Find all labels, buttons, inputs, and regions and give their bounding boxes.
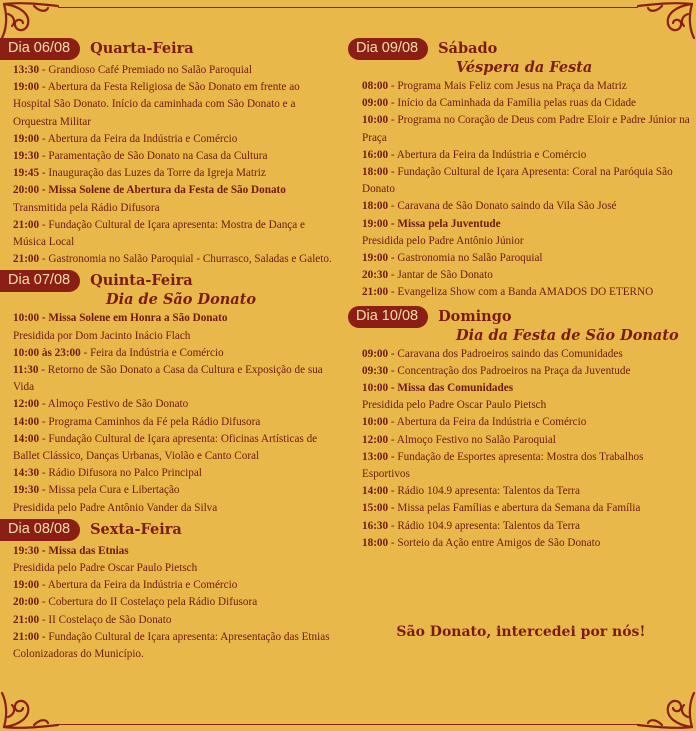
event-description: - Fundação Cultural de Içara apresenta: Oficinas Artísticas de Ballet Clássico, Danças Urbanas, Violão e Canto Coral	[13, 432, 318, 463]
event-description: - Abertura da Feira da Indústria e Comércio	[39, 579, 238, 592]
event-description: - Fundação de Esportes apresenta: Mostra dos Trabalhos Esportivos	[362, 450, 644, 481]
event-item	[0, 217, 340, 251]
event-item	[348, 414, 694, 431]
event-item	[348, 233, 694, 250]
event-time: 14:00	[13, 432, 40, 445]
event-description: - II Costelaço de São Donato	[39, 613, 172, 626]
event-description: - Programa Mais Feliz com Jesus na Praça da Matriz	[388, 80, 627, 92]
event-description: - Caravana de São Donato saindo da Vila São José	[388, 200, 617, 213]
day-header	[348, 38, 694, 60]
event-item	[348, 198, 694, 215]
event-item	[0, 396, 340, 413]
event-time: 19:00	[13, 132, 40, 145]
event-item	[0, 362, 340, 396]
event-item	[0, 62, 340, 79]
event-item	[0, 310, 340, 327]
event-description: Presidida pelo Padre Oscar Paulo Pietsch	[13, 562, 198, 575]
event-description: - Fundação Cultural de Içara apresenta: Mostra de Dança e Música Local	[13, 218, 306, 249]
event-time: 14:30	[13, 467, 40, 480]
event-item	[348, 500, 694, 517]
event-time: 10:00	[362, 382, 389, 395]
bottom-rule	[58, 724, 638, 725]
event-item	[0, 543, 340, 560]
event-time: 19:00	[13, 81, 40, 94]
event-item	[348, 346, 694, 363]
event-time: 19:30	[13, 484, 40, 497]
event-description: - Missa pela Juventude	[388, 217, 501, 230]
event-description: - Grandioso Café Premiado no Salão Paroquial	[39, 64, 252, 76]
event-description: Presidida por Dom Jacinto Inácio Flach	[13, 329, 191, 342]
event-item	[348, 250, 694, 267]
event-description: - Abertura da Feira da Indústria e Comércio	[39, 132, 238, 145]
day-header	[0, 519, 340, 541]
event-description: - Almoço Festivo de São Donato	[39, 398, 189, 411]
event-item	[0, 500, 340, 517]
event-time: 10:00	[362, 416, 389, 429]
event-description: - Rádio 104.9 apresenta: Talentos da Terra	[388, 519, 580, 532]
event-time: 18:00	[362, 536, 389, 549]
day-section	[348, 306, 694, 552]
event-description: Presidida pelo Padre Antônio Vander da Silva	[13, 501, 218, 514]
event-item	[348, 449, 694, 483]
event-description: - Sorteio da Ação entre Amigos de São Donato	[388, 536, 601, 549]
event-time: 19:30	[13, 150, 40, 163]
day-subtitle: Dia da Festa de São Donato	[456, 326, 679, 344]
event-time: 10:00	[362, 114, 389, 127]
event-description: - Programa Caminhos da Fé pela Rádio Difusora	[39, 415, 261, 428]
event-item	[0, 200, 340, 217]
motto: São Donato, intercedei por nós!	[396, 624, 646, 640]
day-weekday: Quinta-Feira	[90, 272, 193, 290]
event-item	[348, 267, 694, 284]
event-description: - Missa pelas Famílias e abertura da Semana da Família	[388, 502, 641, 515]
event-time: 12:00	[362, 433, 389, 446]
event-description: - Abertura da Festa Religiosa de São Donato em frente ao Hospital São Donato. Início da caminhada com São Donato e a Orquestra Militar	[13, 81, 300, 128]
event-description: - Missa Solene de Abertura da Festa de São Donato	[39, 184, 286, 197]
event-description: - Gastronomia no Salão Paroquial	[388, 252, 543, 265]
event-time: 21:00	[13, 218, 40, 231]
event-item	[0, 612, 340, 629]
event-time: 10:00	[13, 312, 40, 325]
event-description: - Concentração dos Padroeiros na Praça da Juventude	[388, 364, 631, 377]
event-item	[348, 483, 694, 500]
day-subtitle: Dia de São Donato	[106, 291, 257, 309]
event-description: - Evangeliza Show com a Banda AMADOS DO ETERNO	[388, 286, 654, 299]
event-description: - Missa pela Cura e Libertação	[39, 484, 180, 497]
top-rule	[58, 7, 638, 8]
event-item	[0, 328, 340, 345]
event-time: 12:00	[13, 398, 40, 411]
event-item	[0, 165, 340, 182]
corner-flourish-icon	[0, 689, 62, 731]
event-time: 20:30	[362, 269, 389, 282]
event-description: Presidida pelo Padre Antônio Júnior	[362, 234, 524, 247]
event-description: - Fundação Cultural de Içara Apresenta: Coral na Paróquia São Donato	[362, 166, 673, 196]
event-item	[0, 560, 340, 577]
event-time: 09:00	[362, 347, 389, 360]
event-time: 14:00	[362, 485, 389, 498]
event-description: - Caravana dos Padroeiros saindo das Comunidades	[388, 347, 623, 360]
right-column	[348, 38, 694, 554]
event-item	[0, 465, 340, 482]
event-description: - Missa das Comunidades	[388, 382, 514, 395]
event-time: 19:00	[362, 252, 389, 265]
event-time: 19:00	[362, 217, 389, 230]
event-time: 18:00	[362, 200, 389, 213]
day-weekday: Sexta-Feira	[90, 520, 182, 538]
corner-flourish-icon	[634, 689, 696, 731]
corner-flourish-icon	[0, 0, 62, 42]
day-header	[0, 38, 340, 60]
event-item	[348, 95, 694, 112]
event-time: 13:30	[13, 64, 40, 76]
event-time: 09:00	[362, 97, 389, 110]
event-description: - Cobertura do II Costelaço pela Rádio Difusora	[39, 596, 258, 609]
event-item	[0, 79, 340, 131]
event-item	[348, 147, 694, 164]
event-time: 21:00	[13, 613, 40, 626]
event-description: - Inauguração das Luzes da Torre da Igreja Matriz	[39, 167, 266, 180]
event-time: 21:00	[362, 286, 389, 299]
day-section	[0, 519, 340, 663]
event-time: 16:30	[362, 519, 389, 532]
event-item	[348, 284, 694, 301]
event-description: Presidida pelo Padre Oscar Paulo Pietsch	[362, 399, 547, 412]
event-description: - Abertura da Feira da Indústria e Comércio	[388, 148, 587, 161]
event-description: - Programa no Coração de Deus com Padre Eloir e Padre Júnior na Praça	[362, 114, 690, 144]
event-description: - Início da Caminhada da Família pelas ruas da Cidade	[388, 97, 637, 110]
event-description: - Feira da Indústria e Comércio	[80, 346, 224, 359]
event-item	[348, 380, 694, 397]
event-item	[0, 482, 340, 499]
day-header	[348, 306, 694, 328]
day-date-badge: Dia 09/08	[348, 38, 428, 60]
event-item	[0, 431, 340, 465]
day-date-badge: Dia 07/08	[0, 270, 80, 292]
event-item	[0, 345, 340, 362]
corner-flourish-icon	[634, 0, 696, 42]
left-column	[0, 38, 340, 665]
event-item	[348, 112, 694, 146]
event-time: 18:00	[362, 166, 389, 179]
event-time: 15:00	[362, 502, 389, 515]
event-description: - Paramentação de São Donato na Casa da Cultura	[39, 150, 268, 163]
day-date-badge: Dia 08/08	[0, 519, 80, 541]
event-item	[348, 535, 694, 552]
event-item	[0, 629, 340, 663]
event-time: 09:30	[362, 364, 389, 377]
event-time: 21:00	[13, 253, 40, 266]
day-date-badge: Dia 10/08	[348, 306, 428, 328]
event-description: - Retorno de São Donato a Casa da Cultura e Exposição de sua Vida	[13, 364, 323, 394]
event-item	[348, 164, 694, 198]
event-item	[348, 432, 694, 449]
event-item	[348, 518, 694, 535]
event-description: - Almoço Festivo no Salão Paroquial	[388, 433, 556, 446]
event-description: - Rádio 104.9 apresenta: Talentos da Terra	[388, 485, 580, 498]
event-item	[0, 577, 340, 594]
event-time: 10:00 às 23:00	[13, 346, 81, 359]
event-time: 13:00	[362, 450, 389, 463]
event-item	[0, 251, 340, 268]
event-description: - Rádio Difusora no Palco Principal	[39, 467, 202, 480]
event-description: - Missa das Etnias	[39, 544, 129, 557]
event-description: - Jantar de São Donato	[388, 269, 493, 282]
day-subtitle: Véspera da Festa	[456, 59, 593, 76]
event-description: - Fundação Cultural de Içara apresenta: Apresentação das Etnias Colonizadoras do Município.	[13, 630, 330, 661]
event-item	[348, 363, 694, 380]
day-header	[0, 270, 340, 292]
day-section	[0, 270, 340, 516]
event-description: - Missa Solene em Honra a São Donato	[39, 312, 228, 325]
day-weekday: Sábado	[438, 40, 498, 57]
event-time: 21:00	[13, 630, 40, 643]
event-item	[0, 182, 340, 199]
event-item	[0, 148, 340, 165]
event-time: 08:00	[362, 80, 389, 92]
event-item	[348, 216, 694, 233]
event-item	[348, 397, 694, 414]
day-section	[0, 38, 340, 268]
event-time: 11:30	[13, 364, 39, 377]
day-section	[348, 38, 694, 302]
day-weekday: Quarta-Feira	[90, 40, 194, 57]
day-weekday: Domingo	[438, 307, 512, 325]
event-time: 16:00	[362, 148, 389, 161]
day-date-badge: Dia 06/08	[0, 38, 80, 60]
event-time: 19:30	[13, 544, 40, 557]
event-description: - Abertura da Feira da Indústria e Comércio	[388, 416, 587, 429]
event-item	[0, 131, 340, 148]
event-time: 19:45	[13, 167, 40, 180]
event-description: - Gastronomia no Salão Paroquial - Churrasco, Saladas e Galeto.	[39, 253, 332, 266]
event-item	[0, 414, 340, 431]
event-time: 19:00	[13, 579, 40, 592]
event-time: 14:00	[13, 415, 40, 428]
event-item	[0, 594, 340, 611]
event-description: Transmitida pela Rádio Difusora	[13, 201, 160, 214]
event-time: 20:00	[13, 184, 40, 197]
event-item	[348, 78, 694, 95]
event-time: 20:00	[13, 596, 40, 609]
